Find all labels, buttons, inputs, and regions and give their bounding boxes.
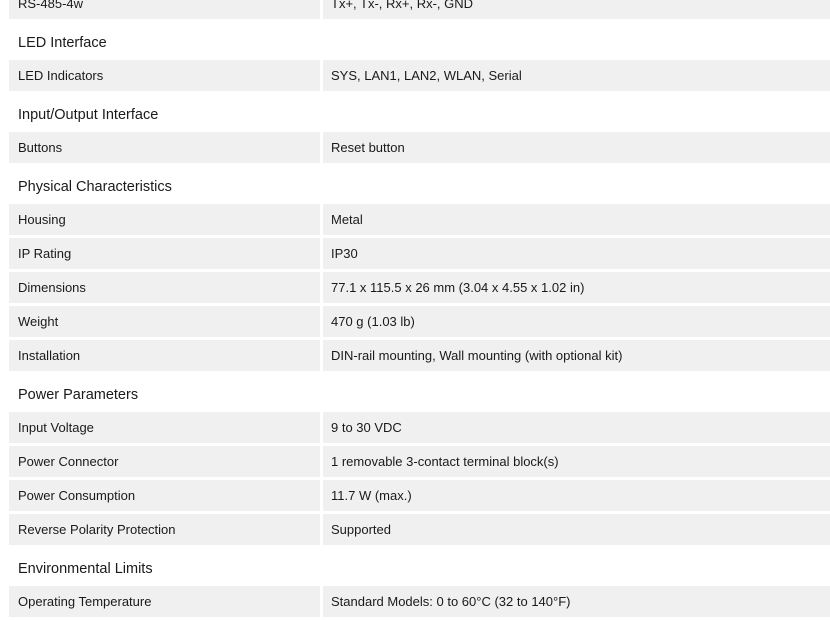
- spec-row-power-consumption: [9, 480, 830, 511]
- spec-label: Operating Temperature: [9, 586, 320, 617]
- spec-row-operating-temperature: [9, 586, 830, 617]
- spec-label: Installation: [9, 340, 320, 371]
- spec-value: Standard Models: 0 to 60°C (32 to 140°F): [323, 586, 830, 617]
- spec-row-buttons: [9, 132, 830, 163]
- spec-value: 470 g (1.03 lb): [323, 306, 830, 337]
- spec-label: LED Indicators: [9, 60, 320, 91]
- spec-label: Buttons: [9, 132, 320, 163]
- section-title-power-parameters: Power Parameters: [18, 387, 139, 403]
- spec-value: 1 removable 3-contact terminal block(s): [323, 446, 830, 477]
- spec-label: RS-485-4w: [9, 0, 320, 19]
- spec-label: Power Consumption: [9, 480, 320, 511]
- spec-label: Housing: [9, 204, 320, 235]
- spec-value: SYS, LAN1, LAN2, WLAN, Serial: [323, 60, 830, 91]
- spec-label: Power Connector: [9, 446, 320, 477]
- spec-row-weight: [9, 306, 830, 337]
- spec-label: IP Rating: [9, 238, 320, 269]
- spec-row-input-voltage: [9, 412, 830, 443]
- spec-row-dimensions: [9, 272, 830, 303]
- spec-value: IP30: [323, 238, 830, 269]
- spec-row-installation: [9, 340, 830, 371]
- spec-value: Metal: [323, 204, 830, 235]
- spec-row-led-indicators: [9, 60, 830, 91]
- spec-row-reverse-polarity-protection: [9, 514, 830, 545]
- spec-value: Supported: [323, 514, 830, 545]
- spec-label: Reverse Polarity Protection: [9, 514, 320, 545]
- spec-label: Weight: [9, 306, 320, 337]
- section-title-led-interface: LED Interface: [18, 35, 107, 51]
- spec-label: Dimensions: [9, 272, 320, 303]
- spec-row-ip-rating: [9, 238, 830, 269]
- spec-label: Input Voltage: [9, 412, 320, 443]
- spec-value: 9 to 30 VDC: [323, 412, 830, 443]
- spec-value: Tx+, Tx-, Rx+, Rx-, GND: [323, 0, 830, 19]
- section-title-input-output-interface: Input/Output Interface: [18, 107, 159, 123]
- section-title-physical-characteristics: Physical Characteristics: [18, 179, 172, 195]
- spec-value: 11.7 W (max.): [323, 480, 830, 511]
- specifications-table: [9, 0, 830, 620]
- spec-row-rs485-4w: [9, 0, 830, 19]
- section-title-environmental-limits: Environmental Limits: [18, 561, 153, 577]
- spec-value: 77.1 x 115.5 x 26 mm (3.04 x 4.55 x 1.02 in): [323, 272, 830, 303]
- spec-value: DIN-rail mounting, Wall mounting (with optional kit): [323, 340, 830, 371]
- spec-row-power-connector: [9, 446, 830, 477]
- spec-value: Reset button: [323, 132, 830, 163]
- spec-row-housing: [9, 204, 830, 235]
